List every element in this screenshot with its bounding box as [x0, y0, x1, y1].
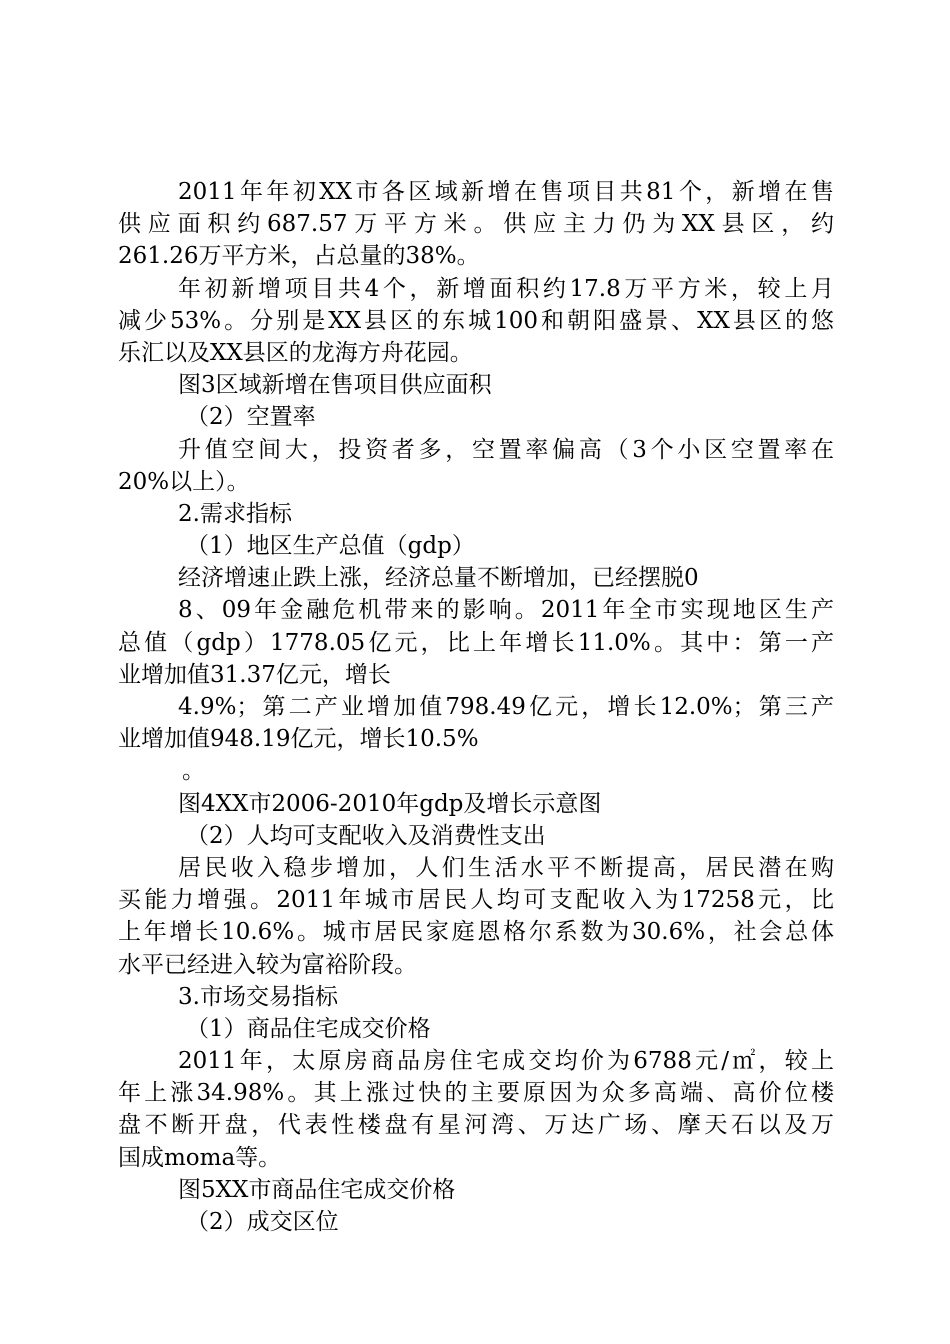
text-line: 业增加值948.19亿元，增长10.5% — [118, 726, 479, 753]
text-line: 供应面积约687.57万平方米。供应主力仍为XX县区，约 — [118, 211, 834, 238]
figure-caption-3 — [118, 369, 834, 401]
paragraph-gdp-intro — [118, 562, 834, 594]
text-line: 盘不断开盘，代表性楼盘有星河湾、万达广场、摩天石以及万 — [118, 1112, 834, 1139]
text-line: 居民收入稳步增加，人们生活水平不断提高，居民潜在购 — [178, 854, 834, 881]
paragraph-gdp-detail — [118, 594, 834, 691]
subheading-income — [118, 820, 834, 852]
subheading-vacancy-rate — [118, 401, 834, 433]
paragraph-vacancy — [118, 434, 834, 498]
paragraph-price — [118, 1045, 834, 1174]
text-line: （1）地区生产总值（gdp） — [186, 533, 475, 560]
text-line: 减少53%。分别是XX县区的东城100和朝阳盛景、XX县区的悠 — [118, 307, 834, 334]
text-line: 261.26万平方米，占总量的38%。 — [118, 243, 480, 270]
figure-caption-5 — [118, 1174, 834, 1206]
text-line: （1）商品住宅成交价格 — [186, 1015, 431, 1042]
figure-caption-4 — [118, 788, 834, 820]
text-line: 3.市场交易指标 — [178, 983, 338, 1010]
subheading-location — [118, 1206, 834, 1238]
paragraph-new-projects — [118, 273, 834, 370]
text-line: 20%以上）。 — [118, 468, 250, 495]
text-line: 2011年年初XX市各区域新增在售项目共81个，新增在售 — [178, 179, 834, 205]
section-heading-demand — [118, 498, 834, 530]
subheading-price — [118, 1013, 834, 1045]
text-line: 水平已经进入较为富裕阶段。 — [118, 951, 417, 978]
paragraph-period — [118, 755, 834, 787]
text-line: 。 — [182, 758, 205, 785]
text-line: （2）人均可支配收入及消费性支出 — [186, 822, 546, 849]
paragraph-gdp-sectors — [118, 691, 834, 755]
text-line: 年上涨34.98%。其上涨过快的主要原因为众多高端、高价位楼 — [118, 1080, 834, 1107]
paragraph-income — [118, 852, 834, 981]
text-line: 图5XX市商品住宅成交价格 — [178, 1176, 456, 1203]
text-line: 年初新增项目共4个，新增面积约17.8万平方米，较上月 — [178, 275, 834, 302]
text-line: 业增加值31.37亿元，增长 — [118, 661, 391, 688]
text-line: 图4XX市2006-2010年gdp及增长示意图 — [178, 790, 602, 817]
text-line: 升值空间大，投资者多，空置率偏高（3个小区空置率在 — [178, 436, 834, 463]
text-line: 上年增长10.6%。城市居民家庭恩格尔系数为30.6%，社会总体 — [118, 919, 834, 946]
text-line: 经济增速止跌上涨，经济总量不断增加，已经摆脱0 — [178, 565, 699, 592]
subheading-gdp — [118, 530, 834, 562]
text-line: 国成moma等。 — [118, 1144, 282, 1171]
text-line: （2）空置率 — [186, 404, 316, 431]
text-line: 乐汇以及XX县区的龙海方舟花园。 — [118, 339, 473, 366]
text-line: （2）成交区位 — [186, 1209, 339, 1235]
text-line: 8、09年金融危机带来的影响。2011年全市实现地区生产 — [178, 597, 834, 624]
document-body — [118, 176, 834, 1238]
section-heading-market — [118, 981, 834, 1013]
text-line: 图3区域新增在售项目供应面积 — [178, 372, 492, 399]
text-line: 买能力增强。2011年城市居民人均可支配收入为17258元，比 — [118, 887, 834, 914]
text-line: 总值（gdp）1778.05亿元，比上年增长11.0%。其中：第一产 — [118, 629, 834, 656]
text-line: 2.需求指标 — [178, 500, 292, 527]
paragraph-new-supply — [118, 176, 834, 273]
text-line: 2011年，太原房商品房住宅成交均价为6788元/㎡，较上 — [178, 1048, 834, 1075]
text-line: 4.9%；第二产业增加值798.49亿元，增长12.0%；第三产 — [178, 694, 834, 720]
